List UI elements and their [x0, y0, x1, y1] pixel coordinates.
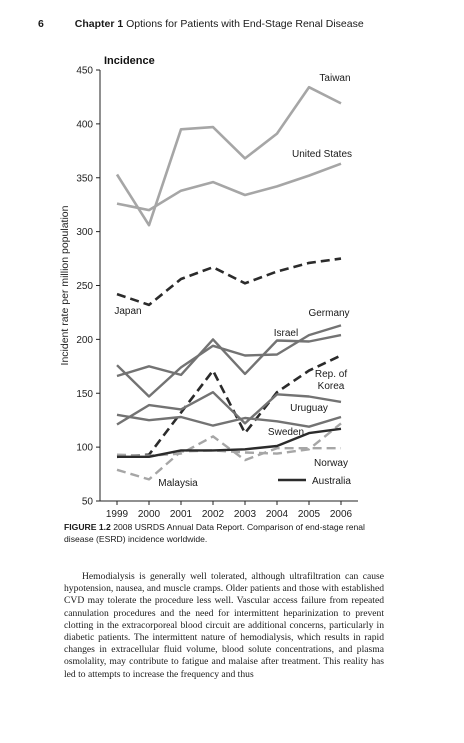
series-label-norway: Norway [314, 458, 348, 469]
series-line-japan [117, 259, 341, 305]
body-paragraph: Hemodialysis is generally well tolerated, although ultrafiltration can cause hypotension, nausea, and muscle cramps. Older patients and those with established CVD may tolerate the procedure less well. Vascular access failure from repeated cannulation procedures and the need for intermittent heparinization to prevent clotting in the extracorporeal blood circuit are additional concerns, particularly in diabetic patients. The intermittent nature of hemodialysis, which results in rapid changes in extracellular fluid volume, blood solute concentrations, and plasma osmolality, may contribute to fatigue and malaise after treatment. This reality has led to attempts to increase the frequency and thus [64, 571, 384, 680]
series-label-united-states: United States [291, 149, 353, 160]
y-tick-label: 400 [76, 119, 93, 131]
y-tick-label: 300 [76, 227, 93, 239]
y-tick-label: 200 [76, 334, 93, 346]
series-label-uruguay: Uruguay [290, 403, 328, 414]
page-number: 6 [38, 18, 44, 30]
chart-labels [114, 73, 352, 489]
x-tick-label: 1999 [105, 509, 129, 518]
series-line-israel [117, 325, 341, 396]
y-tick-label: 100 [76, 442, 93, 454]
x-tick-label: 2006 [329, 509, 353, 518]
figure-caption [64, 521, 376, 545]
x-tick-label: 2005 [297, 509, 321, 518]
y-tick-label: 250 [76, 281, 93, 292]
x-tick-label: 2000 [137, 509, 161, 518]
y-tick-label: 150 [76, 388, 93, 400]
x-tick-label: 2002 [201, 509, 225, 518]
series-label-sweden: Sweden [267, 427, 305, 438]
incidence-line-chart [38, 48, 368, 518]
series-line-germany [117, 335, 341, 376]
figure-label: FIGURE 1.2 [64, 522, 111, 532]
chart-series [117, 87, 341, 479]
y-tick-label: 450 [76, 65, 93, 77]
figure-caption-text: 2008 USRDS Annual Data Report. Comparison of end-stage renal disease (ESRD) incidence worldwide. [64, 522, 365, 544]
series-label-taiwan: Taiwan [319, 73, 351, 84]
series-label-malaysia: Malaysia [158, 478, 198, 489]
running-header [38, 18, 444, 34]
x-tick-label: 2003 [233, 509, 257, 518]
y-axis-title: Incident rate per million population [59, 205, 71, 366]
x-tick-label: 2004 [265, 509, 289, 518]
chart-title: Incidence [104, 55, 155, 67]
y-tick-label: 350 [76, 173, 93, 185]
legend-label-australia: Australia [312, 476, 351, 487]
series-label-japan: Japan [114, 306, 142, 317]
series-label-israel: Israel [273, 328, 299, 339]
series-label-germany: Germany [308, 308, 350, 319]
series-line-united-states [117, 164, 341, 210]
x-tick-label: 2001 [169, 509, 193, 518]
chapter-title: Options for Patients with End-Stage Renal Disease [126, 18, 364, 30]
series-line-sweden [117, 415, 341, 427]
y-tick-label: 50 [81, 496, 93, 508]
series-label-rep-of-korea: Rep. of Korea [314, 369, 348, 392]
chapter-label: Chapter 1 [74, 18, 124, 30]
